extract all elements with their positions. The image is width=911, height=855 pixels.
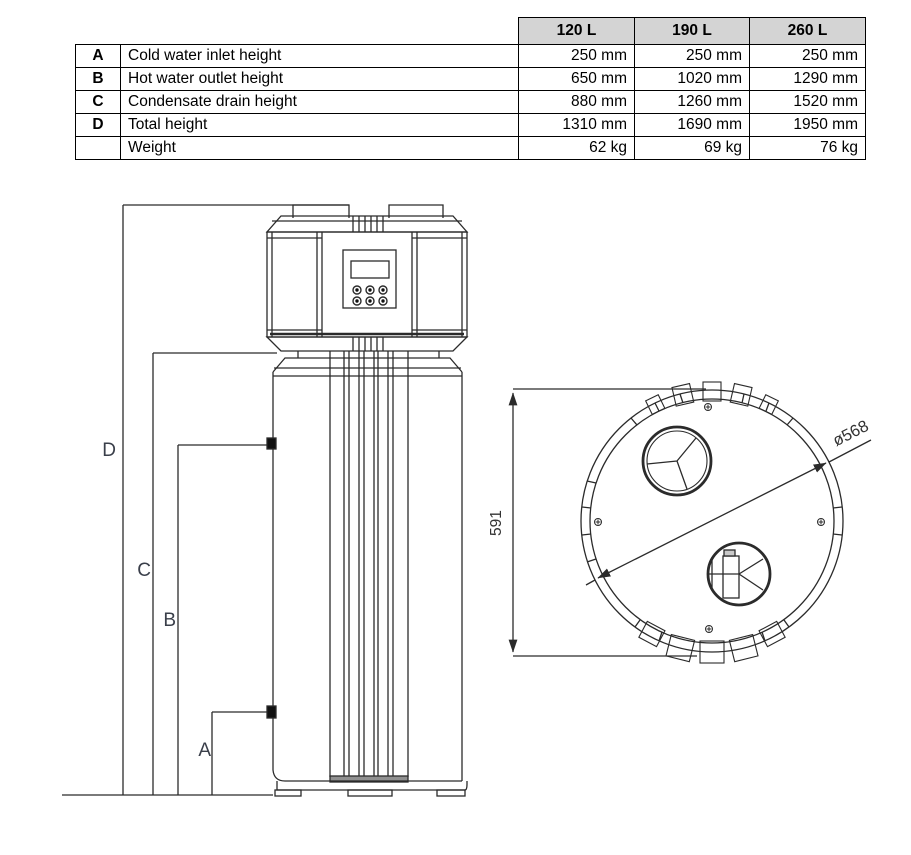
unit-top-cap [267, 216, 467, 232]
value-cell: 1950 mm [750, 114, 866, 137]
value-cell: 1020 mm [635, 68, 750, 91]
row-label: Total height [121, 114, 519, 137]
dimension-line-a [212, 712, 268, 795]
row-label: Weight [121, 137, 519, 160]
row-key: C [76, 91, 121, 114]
top-view-drawing [488, 382, 872, 663]
tank-ribs [330, 351, 408, 777]
cold-water-inlet-connector [267, 706, 276, 718]
value-cell: 69 kg [635, 137, 750, 160]
control-panel [343, 250, 396, 308]
screws [595, 404, 825, 633]
dimension-line-d [123, 205, 349, 795]
heat-pump-unit [267, 205, 467, 358]
column-header-260l: 260 L [750, 18, 866, 45]
value-cell: 250 mm [519, 45, 635, 68]
row-key: A [76, 45, 121, 68]
row-label: Hot water outlet height [121, 68, 519, 91]
screw-icon [818, 519, 825, 526]
value-cell: 62 kg [519, 137, 635, 160]
display-screen [351, 261, 389, 278]
unit-bottom-cap [267, 337, 467, 351]
diameter-dim-text: ø568 [829, 416, 872, 451]
unit-left-filter-panel [267, 232, 322, 337]
row-key: D [76, 114, 121, 137]
column-header-120l: 120 L [519, 18, 635, 45]
value-cell: 250 mm [635, 45, 750, 68]
row-label: Condensate drain height [121, 91, 519, 114]
value-cell: 1260 mm [635, 91, 750, 114]
value-cell: 1690 mm [635, 114, 750, 137]
row-label: Cold water inlet height [121, 45, 519, 68]
front-view-drawing [62, 205, 467, 796]
tank-shoulder-lines [273, 368, 462, 376]
dimension-line-c [153, 353, 277, 795]
compressor-port-icon [708, 543, 770, 605]
control-buttons [353, 286, 387, 305]
dimension-line-b [178, 445, 268, 795]
screw-icon [595, 519, 602, 526]
ring-segment-ticks [582, 394, 842, 641]
dim-label-b: B [163, 610, 176, 631]
dimension-lines [62, 205, 349, 795]
tank-foot [348, 790, 392, 796]
control-panel-frame [343, 250, 396, 308]
water-tank [267, 351, 467, 796]
value-cell: 250 mm [750, 45, 866, 68]
diameter-dimension-568 [586, 417, 872, 585]
value-cell: 1310 mm [519, 114, 635, 137]
value-cell: 1290 mm [750, 68, 866, 91]
hot-water-outlet-connector [267, 438, 276, 449]
tank-foot [275, 790, 301, 796]
dim-label-d: D [102, 440, 116, 461]
fan-grille-icon [643, 427, 711, 495]
column-header-190l: 190 L [635, 18, 750, 45]
dim-label-c: C [137, 560, 151, 581]
value-cell: 76 kg [750, 137, 866, 160]
height-dim-text: 591 [488, 510, 505, 536]
unit-body [267, 232, 467, 337]
screw-icon [705, 404, 712, 411]
value-cell: 880 mm [519, 91, 635, 114]
screw-icon [706, 626, 713, 633]
value-cell: 650 mm [519, 68, 635, 91]
unit-neck [298, 351, 439, 358]
tank-shoulder [273, 358, 462, 372]
dimension-labels [102, 440, 211, 761]
unit-right-filter-panel [412, 232, 467, 337]
row-key: B [76, 68, 121, 91]
value-cell: 1520 mm [750, 91, 866, 114]
unit-bottom-grille [353, 337, 383, 351]
dim-label-a: A [198, 740, 211, 761]
tank-foot [437, 790, 465, 796]
unit-top-grille [353, 216, 383, 232]
